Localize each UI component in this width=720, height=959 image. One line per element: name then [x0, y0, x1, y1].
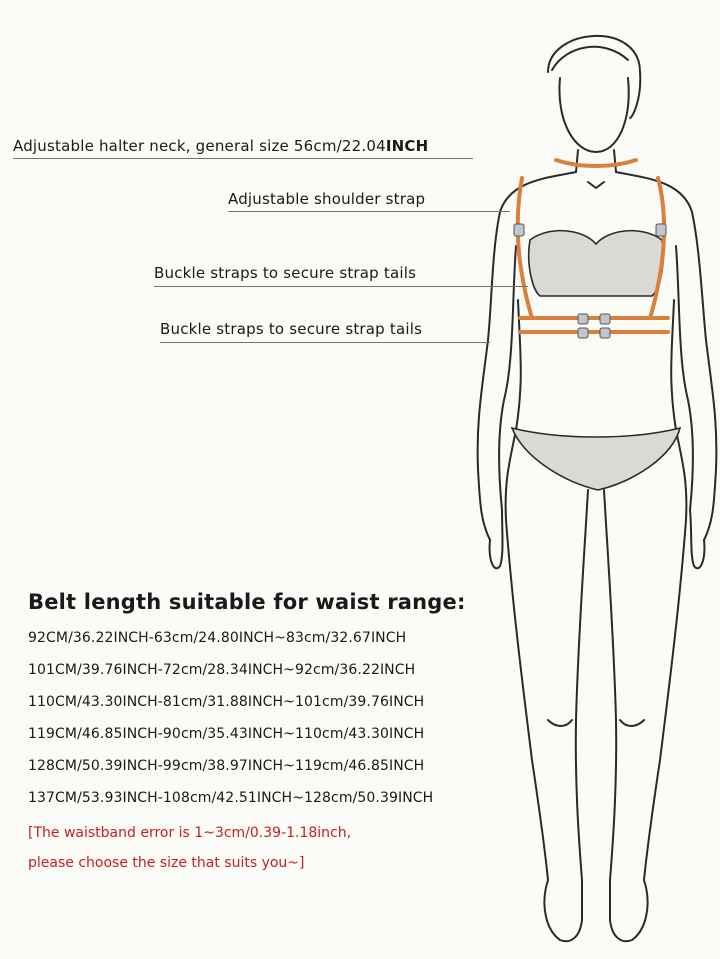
left-arm-outline	[478, 172, 576, 540]
left-leg-outline	[506, 520, 548, 880]
size-row: 110CM/43.30INCH-81cm/31.88INCH~101cm/39.76INCH	[28, 694, 425, 710]
callout-halter-neck-text: Adjustable halter neck, general size 56cm/22.04	[13, 137, 386, 155]
size-row: 101CM/39.76INCH-72cm/28.34INCH~92cm/36.22INCH	[28, 662, 416, 678]
right-leg-outline	[644, 520, 686, 880]
leader-line	[13, 158, 473, 159]
size-chart-heading: Belt length suitable for waist range:	[28, 590, 466, 614]
callout-shoulder-strap: Adjustable shoulder strap	[228, 190, 426, 208]
leader-line	[154, 286, 528, 287]
bra-shape	[529, 231, 664, 296]
size-chart	[28, 590, 508, 878]
size-note-line-1: [The waistband error is 1~3cm/0.39-1.18inch,	[28, 825, 352, 841]
size-row: 137CM/53.93INCH-108cm/42.51INCH~128cm/50.39INCH	[28, 790, 434, 806]
size-row: 119CM/46.85INCH-90cm/35.43INCH~110cm/43.30INCH	[28, 726, 425, 742]
left-shoe-outline	[544, 880, 582, 941]
callout-halter-neck	[13, 137, 428, 155]
callout-buckle-upper: Buckle straps to secure strap tails	[154, 264, 417, 282]
hair-outline	[548, 36, 640, 118]
left-shoulder-strap	[518, 178, 522, 262]
right-shoe-outline	[610, 880, 648, 941]
size-note-line-2: please choose the size that suits you~]	[28, 855, 305, 871]
size-row: 128CM/50.39INCH-99cm/38.97INCH~119cm/46.85INCH	[28, 758, 425, 774]
size-row: 92CM/36.22INCH-63cm/24.80INCH~83cm/32.67INCH	[28, 630, 407, 646]
callout-buckle-lower: Buckle straps to secure strap tails	[160, 320, 423, 338]
panties-shape	[512, 428, 680, 490]
leader-line	[160, 342, 490, 343]
head-outline	[559, 78, 628, 152]
size-note	[28, 818, 508, 878]
leader-line	[228, 211, 510, 212]
callout-halter-neck-unit: INCH	[385, 137, 429, 155]
